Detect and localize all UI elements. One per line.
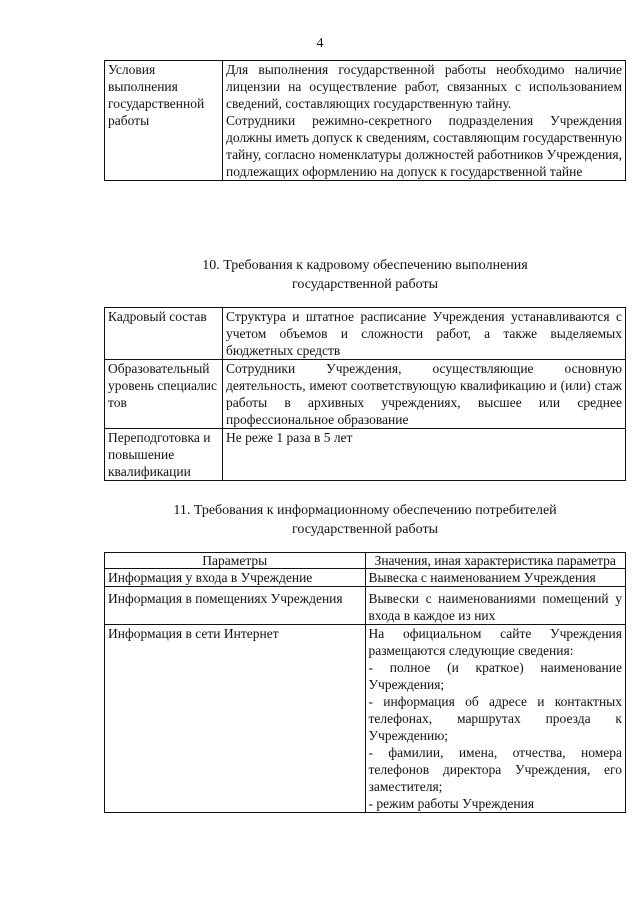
param-cell: Кадровый состав: [105, 308, 223, 360]
param-cell: Условия выполнения государственной работы: [105, 61, 223, 181]
header-cell: Параметры: [105, 553, 366, 569]
page-number: 4: [316, 36, 324, 51]
header-cell: Значения, иная характеристика параметра: [365, 553, 626, 569]
value-cell: Не реже 1 раза в 5 лет: [223, 429, 626, 481]
section-title-line: 11. Требования к информационному обеспечению потребителей: [173, 503, 557, 518]
value-line: Вывески с наименованиями помещений у входа в каждое из них: [368, 591, 622, 623]
conditions-table: [104, 60, 626, 181]
section-title-line: государственной работы: [292, 277, 438, 292]
table-row: [105, 360, 626, 429]
section-title-line: государственной работы: [292, 522, 438, 537]
staffing-table: [104, 307, 626, 481]
value-cell: Сотрудники Учреждения, осуществляющие основную деятельность, имеют соответствующую квалификацию и (или) стаж работы в архивных учреждениях, высшее или среднее профессиональное образование: [223, 360, 626, 429]
table-row: [105, 308, 626, 360]
section-11-title: [104, 501, 626, 539]
value-cell: [223, 61, 626, 181]
value-line: - режим работы Учреждения: [368, 796, 535, 811]
value-line: Вывеска с наименованием Учреждения: [368, 570, 596, 585]
table-header-row: [105, 553, 626, 569]
section-10-title: [104, 256, 626, 294]
value-paragraph: Сотрудники режимно-секретного подразделения Учреждения должны иметь допуск к сведениям, составляющим государственную тайну, согласно номенклатуры должностей работников Учреждения, подлежащих оформлению на допуск к государственной тайне: [226, 113, 622, 179]
table-row: [105, 625, 626, 813]
param-cell: Информация в помещениях Учреждения: [105, 587, 366, 625]
value-cell: [365, 587, 626, 625]
table-row: [105, 61, 626, 181]
param-cell: Информация в сети Интернет: [105, 625, 366, 813]
param-cell: Переподготовка и повышение квалификации: [105, 429, 223, 481]
value-cell: [365, 625, 626, 813]
value-line: - полное (и краткое) наименование Учреждения;: [368, 660, 622, 692]
table-row: [105, 429, 626, 481]
value-line: - фамилии, имена, отчества, номера телефонов директора Учреждения, его заместителя;: [368, 745, 622, 794]
value-cell: [365, 569, 626, 587]
section-title-line: 10. Требования к кадровому обеспечению выполнения: [202, 258, 528, 273]
table-row: [105, 587, 626, 625]
table-row: [105, 569, 626, 587]
value-paragraph: Для выполнения государственной работы необходимо наличие лицензии на осуществление работ, связанных с использованием сведений, составляющих государственную тайну.: [226, 62, 622, 111]
param-cell: Образовательный уровень специалистов: [105, 360, 223, 429]
information-table: [104, 552, 626, 813]
param-cell: Информация у входа в Учреждение: [105, 569, 366, 587]
value-cell: Структура и штатное расписание Учреждения устанавливаются с учетом объемов и сложности работ, а также выделяемых бюджетных средств: [223, 308, 626, 360]
value-line: На официальном сайте Учреждения размещаются следующие сведения:: [368, 626, 622, 658]
value-line: - информация об адресе и контактных телефонах, маршрутах проезда к Учреждению;: [368, 694, 622, 743]
